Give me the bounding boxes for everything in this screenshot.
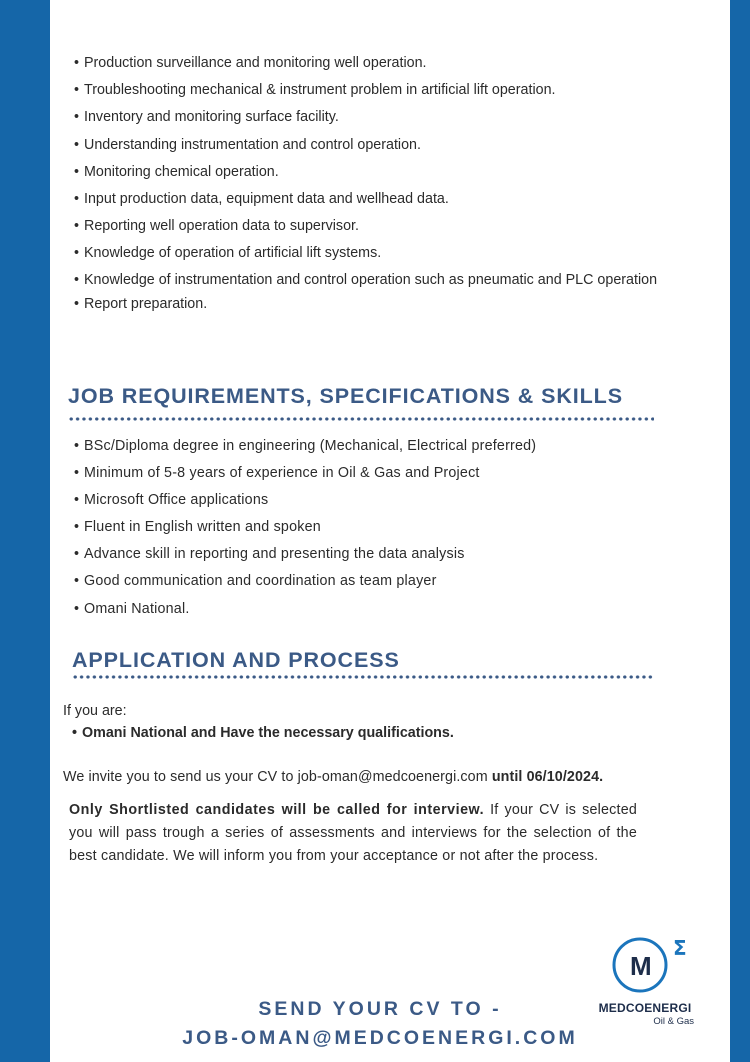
list-item: • Report preparation. (74, 295, 704, 313)
shortlist-paragraph (69, 799, 637, 868)
condition-list (72, 724, 454, 742)
list-item: • Understanding instrumentation and control operation. (74, 136, 704, 154)
section-divider (72, 675, 654, 679)
medcoenergi-logo (590, 935, 700, 1035)
list-item: • Knowledge of operation of artificial lift systems. (74, 244, 704, 262)
cta-email: JOB-OMAN@MEDCOENERGI.COM (182, 1027, 578, 1049)
logo-subtitle: Oil & Gas (653, 1016, 694, 1027)
list-item: • Production surveillance and monitoring well operation. (74, 54, 704, 72)
invite-text: We invite you to send us your CV to job-oman@medcoenergi.com (63, 769, 488, 785)
list-item: • BSc/Diploma degree in engineering (Mechanical, Electrical preferred) (74, 437, 694, 455)
list-item: • Troubleshooting mechanical & instrument problem in artificial lift operation. (74, 81, 704, 99)
cta-heading: SEND YOUR CV TO - (258, 998, 502, 1020)
shortlist-details: If your CV is selected you will pass trough a series of assessments and interviews for the selection of the best candidate. We will inform you from your acceptance or not after the process. (69, 802, 637, 864)
list-item: • Input production data, equipment data and wellhead data. (74, 190, 704, 208)
application-heading: APPLICATION AND PROCESS (72, 648, 400, 672)
svg-text:Σ: Σ (673, 936, 687, 960)
list-item: • Minimum of 5-8 years of experience in Oil & Gas and Project (74, 464, 694, 482)
deadline: until 06/10/2024. (491, 769, 604, 785)
list-item: • Knowledge of instrumentation and control operation such as pneumatic and PLC operation (74, 267, 704, 295)
shortlist-notice: Only Shortlisted candidates will be called for interview. (69, 802, 485, 818)
list-item: • Reporting well operation data to supervisor. (74, 217, 704, 235)
list-item: • Advance skill in reporting and presenting the data analysis (74, 545, 694, 563)
job-posting-page (50, 0, 730, 1062)
section-divider (68, 417, 654, 421)
list-item: • Monitoring chemical operation. (74, 163, 704, 181)
svg-text:M: M (630, 951, 652, 981)
requirements-list (74, 437, 694, 627)
list-item: • Good communication and coordination as team player (74, 572, 694, 590)
logo-mark-icon (590, 935, 700, 1001)
duties-list (74, 54, 704, 322)
list-item: • Omani National. (74, 600, 694, 618)
list-item: • Omani National and Have the necessary qualifications. (72, 724, 454, 742)
list-item: • Inventory and monitoring surface facility. (74, 108, 704, 126)
list-item: • Microsoft Office applications (74, 491, 694, 509)
list-item: • Fluent in English written and spoken (74, 518, 694, 536)
logo-brand-name: MEDCOENERGI (598, 1001, 692, 1015)
if-you-are-label: If you are: (63, 703, 127, 719)
invite-line (63, 769, 603, 785)
requirements-heading: JOB REQUIREMENTS, SPECIFICATIONS & SKILLS (68, 384, 623, 408)
